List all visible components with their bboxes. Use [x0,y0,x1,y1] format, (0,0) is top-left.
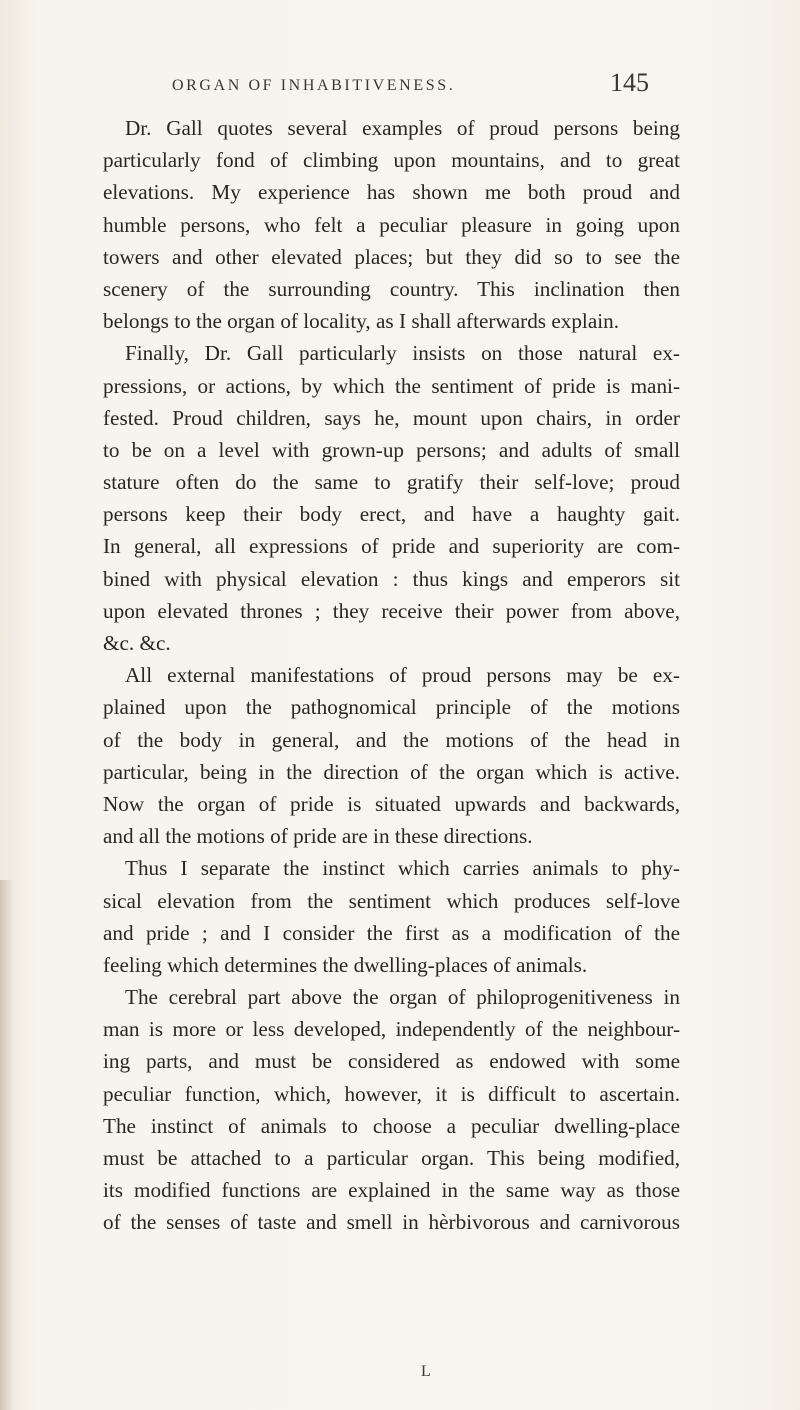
binding-edge-shadow [0,880,14,1410]
text-line: pressions, or actions, by which the sentiment of pride is mani- [103,373,680,398]
signature-mark: L [421,1363,431,1380]
text-line: The cerebral part above the organ of philoprogenitiveness in [125,985,680,1010]
text-line: feeling which determines the dwelling-places of animals. [103,952,588,977]
text-line: Finally, Dr. Gall particularly insists on those natural ex- [125,341,680,366]
text-line: man is more or less developed, independently of the neighbour- [103,1017,680,1042]
text-line: elevations. My experience has shown me both proud and [103,180,680,205]
text-line: peculiar function, which, however, it is difficult to ascertain. [103,1081,680,1106]
text-line: Dr. Gall quotes several examples of proud persons being [125,116,680,140]
running-head: ORGAN OF INHABITIVENESS. [172,77,456,94]
text-line: persons keep their body erect, and have a haughty gait. [103,502,680,527]
text-line: particular, being in the direction of the organ which is active. [103,759,680,784]
text-line: must be attached to a particular organ. This being modified, [103,1146,680,1170]
text-line: its modified functions are explained in the same way as those [103,1178,680,1203]
text-line: belongs to the organ of locality, as I shall afterwards explain. [103,309,619,334]
text-line: upon elevated thrones ; they receive their power from above, [103,598,680,623]
text-line: and all the motions of pride are in these directions. [103,824,533,849]
text-line: Now the organ of pride is situated upwards and backwards, [103,791,680,816]
body-text [103,112,680,1239]
text-line: towers and other elevated places; but they did so to see the [103,244,680,269]
text-line: of the body in general, and the motions of the head in [103,727,680,752]
text-line: bined with physical elevation : thus kings and emperors sit [103,566,680,591]
text-line: stature often do the same to gratify their self-love; proud [103,470,680,495]
text-line: The instinct of animals to choose a peculiar dwelling-place [103,1113,680,1138]
text-line: &c. &c. [103,631,171,655]
page-number: 145 [610,68,649,97]
text-line: particularly fond of climbing upon mountains, and to great [103,148,680,173]
text-line: Thus I separate the instinct which carries animals to phy- [125,856,680,881]
text-line: to be on a level with grown-up persons; and adults of small [103,437,680,462]
text-line: humble persons, who felt a peculiar pleasure in going upon [103,212,680,237]
text-line: ing parts, and must be considered as endowed with some [103,1049,680,1074]
text-line: sical elevation from the sentiment which produces self-love [103,888,680,913]
text-line: All external manifestations of proud persons may be ex- [125,663,680,688]
text-line: of the senses of taste and smell in hèrbivorous and carnivorous [103,1210,680,1235]
text-line: and pride ; and I consider the first as a modification of the [103,920,680,945]
text-line: fested. Proud children, says he, mount upon chairs, in order [103,405,680,430]
text-line: scenery of the surrounding country. This inclination then [103,276,680,301]
text-line: plained upon the pathognomical principle of the motions [103,695,680,720]
text-line: In general, all expressions of pride and superiority are com- [103,534,680,559]
